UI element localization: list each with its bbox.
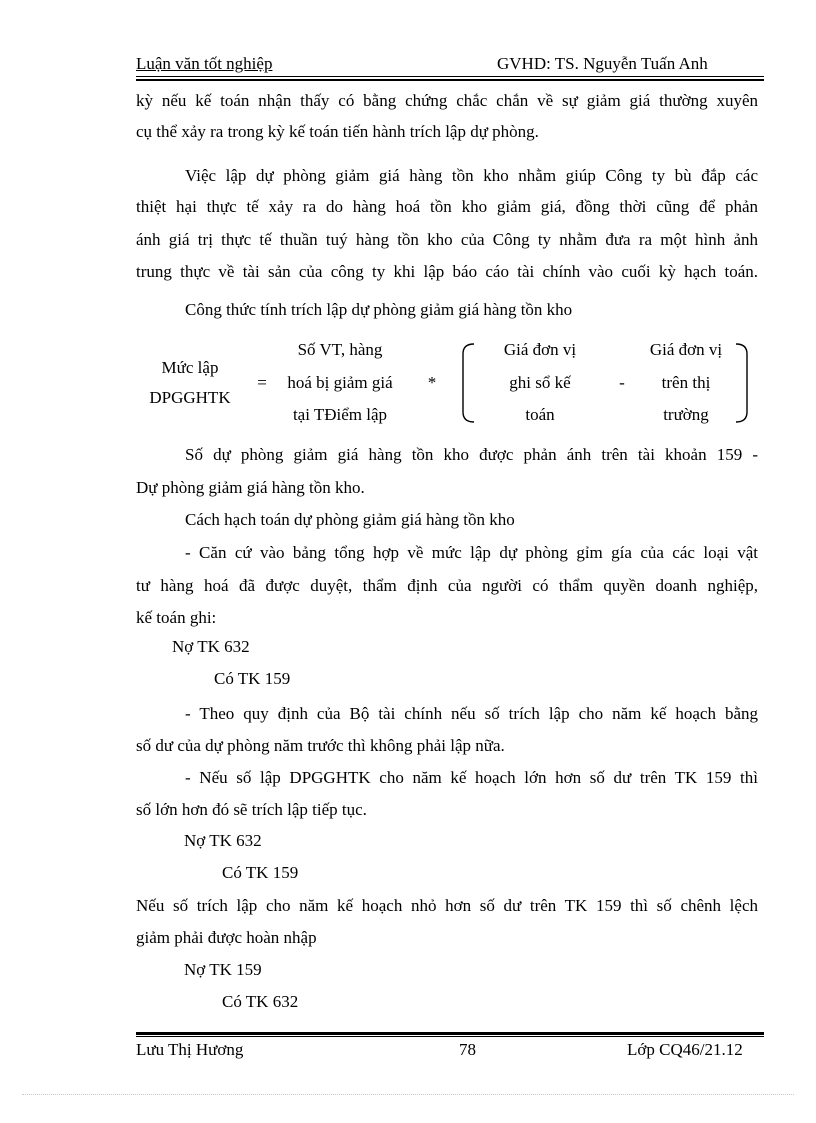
footer-rule-thick — [136, 1032, 764, 1035]
body-line: số lớn hơn đó sẽ trích lập tiếp tục. — [136, 800, 367, 819]
formula-book-line3: toán — [525, 405, 555, 424]
formula-market-line2: trên thị — [661, 373, 711, 392]
page-number: 78 — [459, 1040, 476, 1059]
body-line: Số dự phòng giảm giá hàng tồn kho được phản ánh trên tài khoản 159 - — [185, 445, 758, 464]
header-title: Luận văn tốt nghiệp — [136, 54, 273, 73]
body-line: Dự phòng giảm giá hàng tồn kho. — [136, 478, 365, 497]
body-line: tư hàng hoá đã được duyệt, thẩm định của người có thẩm quyền doanh nghiệp, — [136, 576, 758, 595]
body-line: ánh giá trị thực tế thuần tuý hàng tồn kho của Công ty nhằm đưa ra một hình ảnh — [136, 230, 758, 249]
right-bracket-icon — [734, 342, 750, 424]
formula-lhs-line1: Mức lập — [161, 358, 219, 377]
formula-book-line1: Giá đơn vị — [503, 340, 577, 359]
body-line: - Nếu số lập DPGGHTK cho năm kế hoạch lớn hơn số dư trên TK 159 thì — [185, 768, 758, 787]
body-line: cụ thể xảy ra trong kỳ kế toán tiến hành trích lập dự phòng. — [136, 122, 539, 141]
formula-qty-line2: hoá bị giảm giá — [287, 373, 393, 392]
journal-credit: Có TK 632 — [222, 992, 299, 1011]
formula-multiply: * — [427, 373, 437, 392]
journal-debit: Nợ TK 159 — [184, 960, 262, 979]
journal-credit: Có TK 159 — [222, 863, 299, 882]
header-advisor: GVHD: TS. Nguyễn Tuấn Anh — [497, 54, 708, 73]
body-line: Cách hạch toán dự phòng giảm giá hàng tồn kho — [185, 510, 515, 529]
journal-credit: Có TK 159 — [214, 669, 291, 688]
footer-rule — [136, 1036, 764, 1037]
formula-equals: = — [257, 373, 267, 392]
journal-debit: Nợ TK 632 — [172, 637, 250, 656]
formula-minus: - — [619, 373, 625, 392]
body-line: Nếu số trích lập cho năm kế hoạch nhỏ hơn số dư trên TK 159 thì số chênh lệch — [136, 896, 758, 915]
page-bottom-border — [22, 1094, 794, 1095]
footer-author: Lưu Thị Hương — [136, 1040, 244, 1059]
formula-book-line2: ghi sổ kế — [509, 373, 571, 392]
header-rule-thick — [136, 79, 764, 81]
body-line: thiệt hại thực tế xảy ra do hàng hoá tồn kho giảm giá, đồng thời cũng để phản — [136, 197, 758, 216]
body-line: - Theo quy định của Bộ tài chính nếu số trích lập cho năm kế hoạch bằng — [185, 704, 758, 723]
formula-heading: Công thức tính trích lập dự phòng giảm giá hàng tồn kho — [185, 300, 573, 319]
body-line: kế toán ghi: — [136, 608, 217, 627]
body-line: - Căn cứ vào bảng tổng hợp về mức lập dự phòng gỉm gía của các loại vật — [185, 543, 758, 562]
left-bracket-icon — [460, 342, 476, 424]
body-line: trung thực về tài sản của công ty khi lập báo cáo tài chính vào cuối kỳ hạch toán. — [136, 262, 758, 281]
body-line: kỳ nếu kế toán nhận thấy có bằng chứng chắc chắn về sự giảm giá thường xuyên — [136, 91, 758, 110]
formula-market-line1: Giá đơn vị — [649, 340, 723, 359]
body-line: giảm phải được hoàn nhập — [136, 928, 317, 947]
formula-lhs-line2: DPGGHTK — [149, 388, 231, 407]
body-line: số dư của dự phòng năm trước thì không phải lập nữa. — [136, 736, 505, 755]
journal-debit: Nợ TK 632 — [184, 831, 262, 850]
footer-class: Lớp CQ46/21.12 — [627, 1040, 743, 1059]
formula-market-line3: trường — [663, 405, 709, 424]
body-line: Việc lập dự phòng giảm giá hàng tồn kho nhằm giúp Công ty bù đắp các — [185, 166, 758, 185]
header-rule — [136, 76, 764, 77]
formula-qty-line1: Số VT, hàng — [297, 340, 383, 359]
formula-qty-line3: tại TĐiểm lập — [292, 405, 388, 424]
